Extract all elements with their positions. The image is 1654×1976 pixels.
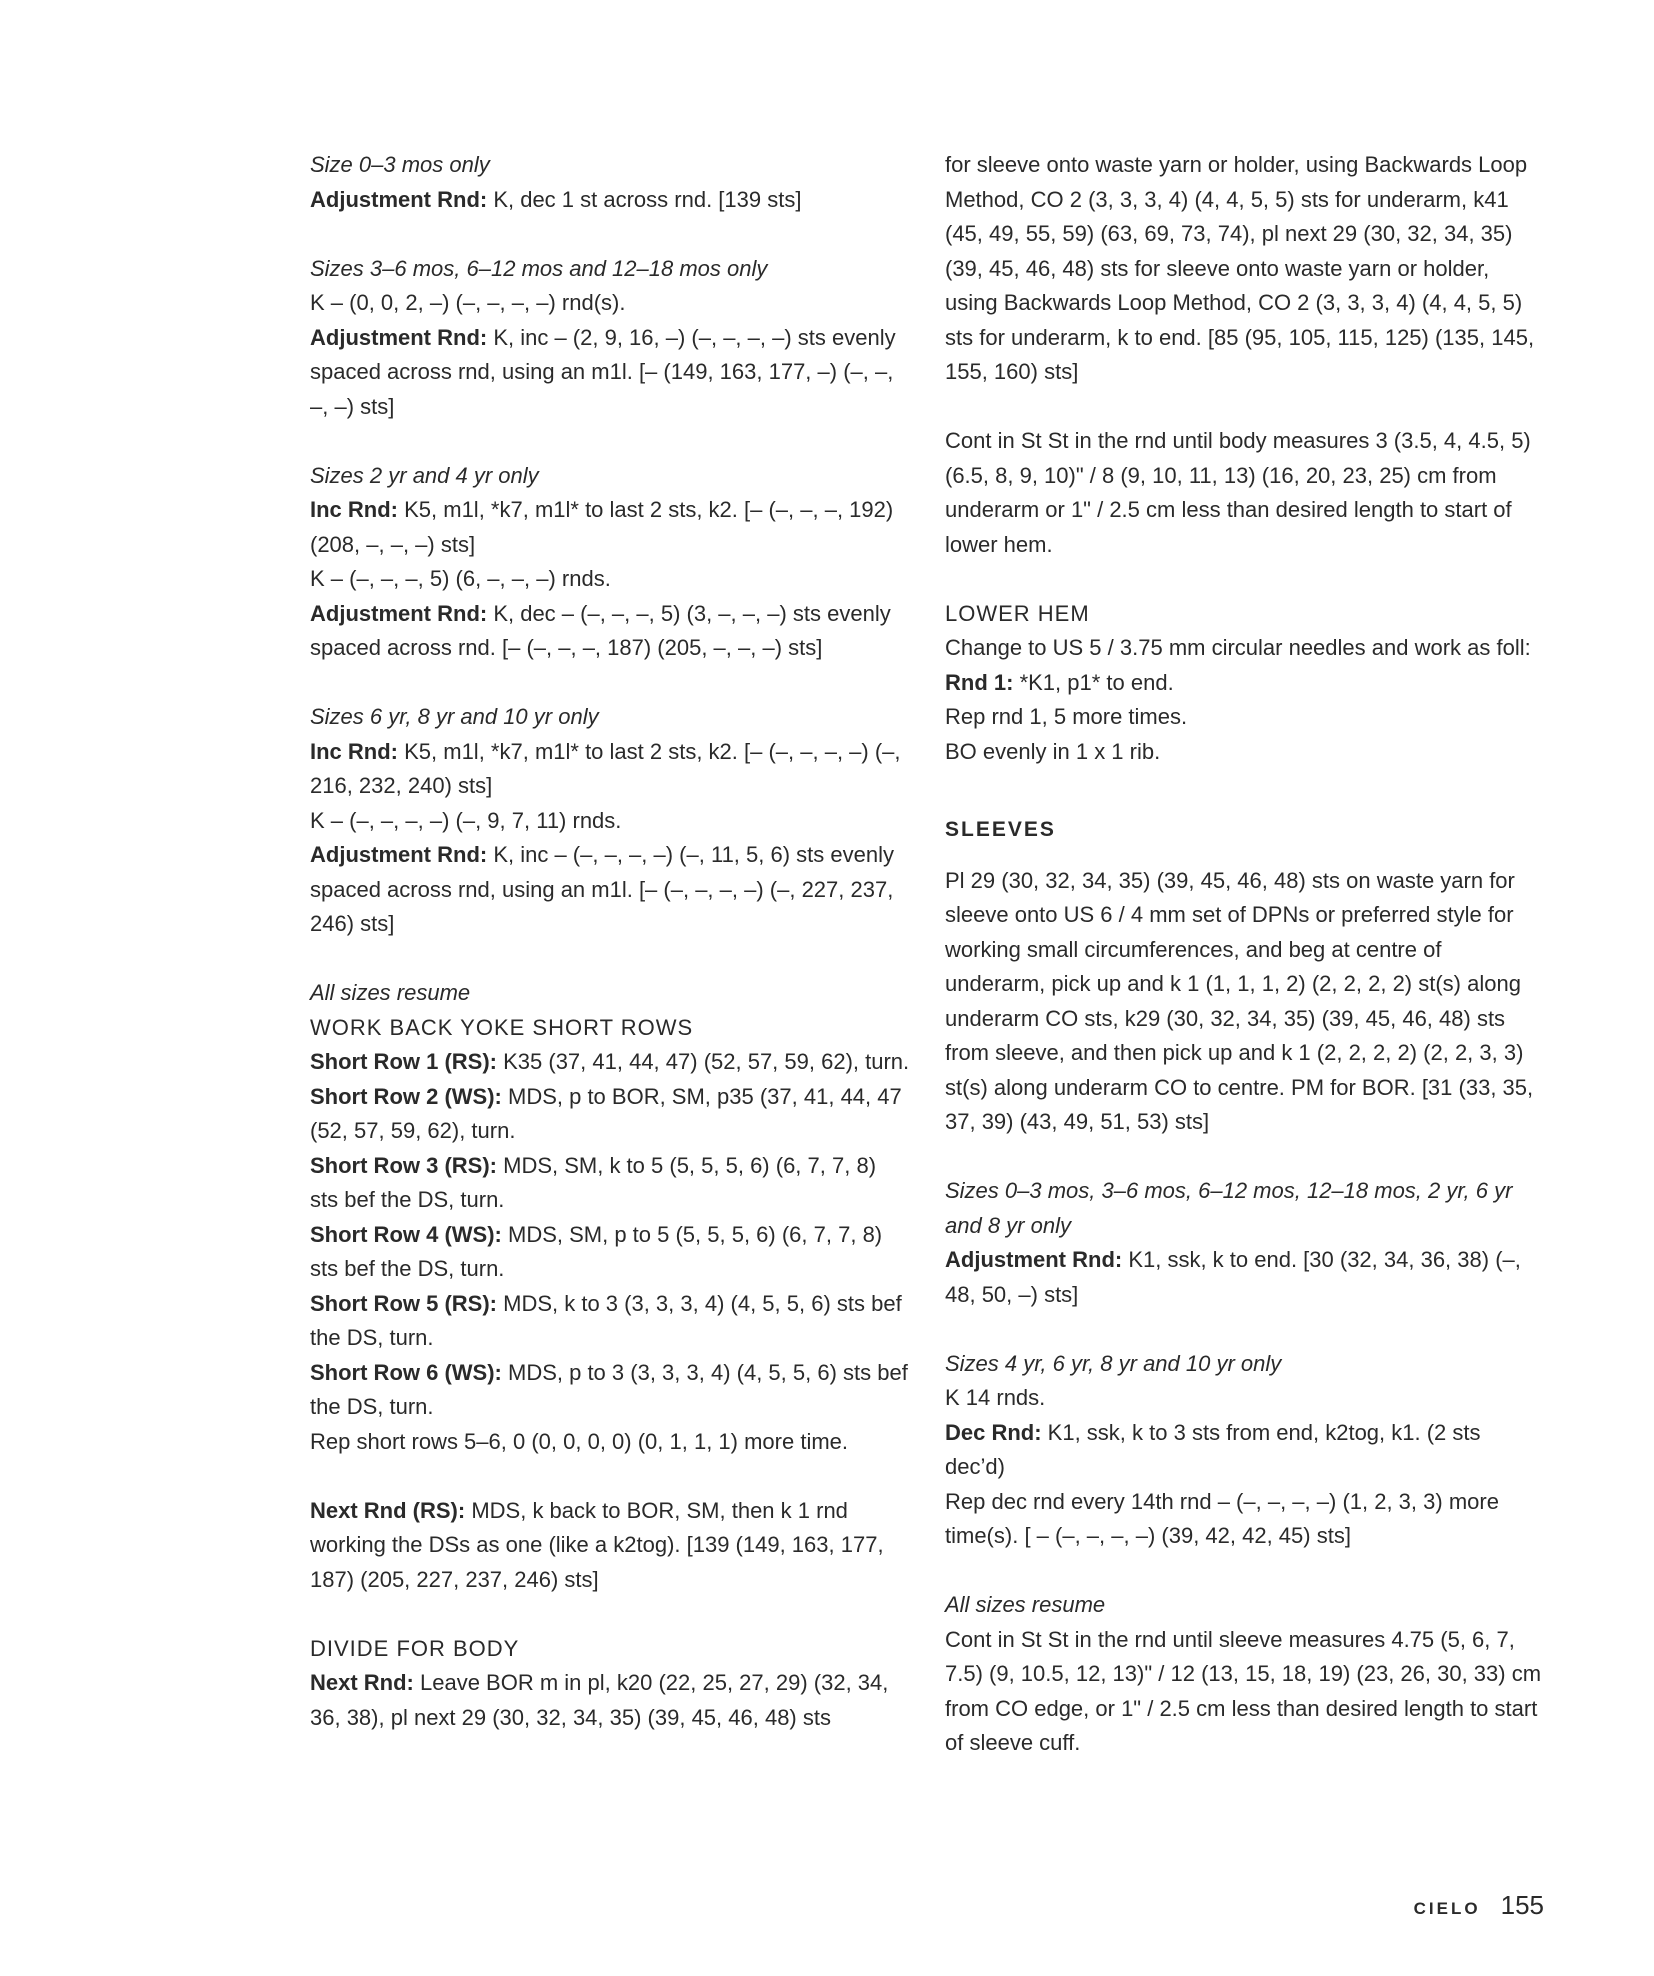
instruction-paragraph [310, 1666, 910, 1735]
section-heading: WORK BACK YOKE SHORT ROWS [310, 1014, 694, 1040]
instruction-text: Change to US 5 / 3.75 mm circular needles and work as foll: [945, 635, 1531, 660]
instruction-paragraph [310, 493, 910, 562]
instruction-text: Rep rnd 1, 5 more times. [945, 704, 1188, 729]
instruction-text: MDS, p to BOR, SM, p35 (37, 41, 44, 47 (52, 57, 59, 62), turn. [310, 1083, 902, 1143]
instruction-label: Short Row 2 (WS): [310, 1083, 502, 1109]
subheading-line [310, 976, 910, 1011]
instruction-text: MDS, SM, p to 5 (5, 5, 5, 6) (6, 7, 7, 8) sts bef the DS, turn. [310, 1221, 883, 1281]
instruction-paragraph [310, 1494, 910, 1598]
section-heading-sleeves: SLEEVES [945, 818, 1056, 841]
instruction-paragraph [945, 1623, 1545, 1761]
instruction-paragraph [310, 735, 910, 804]
instruction-label: Short Row 6 (WS): [310, 1359, 502, 1385]
instruction-paragraph [310, 286, 910, 321]
size-subheading: All sizes resume [310, 980, 471, 1005]
left-column [310, 148, 910, 1735]
instruction-label: Short Row 1 (RS): [310, 1049, 497, 1074]
instruction-label: Short Row 4 (WS): [310, 1221, 502, 1247]
instruction-label: Rnd 1: [945, 669, 1014, 695]
instruction-text: K5, m1l, *k7, m1l* to last 2 sts, k2. [– (–, –, –, 192) (208, –, –, –) sts] [310, 497, 894, 557]
instruction-paragraph [310, 562, 910, 597]
instruction-text: Pl 29 (30, 32, 34, 35) (39, 45, 46, 48) sts on waste yarn for sleeve onto US 6 / 4 mm set of DPNs or preferred style for working small circumferences, and beg at centre of underarm, pick up and k 1 (1, 1, 1, 2) (2, 2, 2, 2) st(s) along underarm CO sts, k29 (30, 32, 34, 35) (39, 45, 46, 48) sts from sleeve, and then pick up and k 1 (2, 2, 2, 2) (2, 2, 3, 3) st(s) along underarm CO to centre. PM for BOR. [31 (33, 35, 37, 39) (43, 49, 51, 53) sts] [945, 867, 1534, 1134]
spacer [945, 1554, 1545, 1589]
instruction-paragraph [310, 1149, 910, 1218]
size-subheading: All sizes resume [945, 1592, 1106, 1617]
spacer [945, 390, 1545, 425]
size-subheading: Sizes 3–6 mos, 6–12 mos and 12–18 mos only [310, 255, 768, 281]
instruction-paragraph [945, 1243, 1545, 1312]
subheading-line [310, 459, 910, 494]
right-column [945, 148, 1545, 1761]
spacer [310, 217, 910, 252]
size-subheading: Sizes 0–3 mos, 3–6 mos, 6–12 mos, 12–18 mos, 2 yr, 6 yr and 8 yr only [945, 1178, 1513, 1238]
section-heading: DIVIDE FOR BODY [310, 1635, 520, 1661]
instruction-label: Inc Rnd: [310, 738, 398, 764]
instruction-text: for sleeve onto waste yarn or holder, using Backwards Loop Method, CO 2 (3, 3, 3, 4) (4, 4, 5, 5) sts for underarm, k41 (45, 49, 55, 59) (63, 69, 73, 74), pl next 29 (30, 32, 34, 35) (39, 45, 46, 48) sts for sleeve onto waste yarn or holder, using Backwards Loop Method, CO 2 (3, 3, 3, 4) (4, 4, 5, 5) sts for underarm, k to end. [85 (95, 105, 115, 125) (135, 145, 155, 160) sts] [945, 152, 1535, 384]
instruction-text: Rep dec rnd every 14th rnd – (–, –, –, –) (1, 2, 3, 3) more time(s). [ – (–, –, –, –) (39, 42, 42, 45) sts] [945, 1488, 1499, 1548]
subheading-line [945, 1174, 1545, 1243]
size-subheading: Sizes 4 yr, 6 yr, 8 yr and 10 yr only [945, 1350, 1282, 1376]
instruction-label: Inc Rnd: [310, 497, 398, 522]
instruction-label: Short Row 5 (RS): [310, 1290, 497, 1316]
spacer [945, 562, 1545, 597]
instruction-text: K1, ssk, k to 3 sts from end, k2tog, k1. (2 sts dec’d) [945, 1419, 1481, 1479]
page-number: 155 [1500, 1890, 1544, 1920]
instruction-label: Adjustment Rnd: [310, 186, 488, 212]
instruction-text: K1, ssk, k to end. [30 (32, 34, 36, 38) (–, 48, 50, –) sts] [945, 1247, 1521, 1307]
instruction-label: Next Rnd: [310, 1670, 414, 1695]
spacer [945, 1312, 1545, 1347]
size-subheading: Size 0–3 mos only [310, 152, 490, 177]
instruction-label: Adjustment Rnd: [945, 1247, 1123, 1272]
instruction-text: Cont in St St in the rnd until body measures 3 (3.5, 4, 4.5, 5) (6.5, 8, 9, 10)" / 8 (9, 10, 11, 13) (16, 20, 23, 25) cm from underarm or 1" / 2.5 cm less than desired length to start of lower hem. [945, 428, 1531, 557]
subheading-line [945, 1347, 1545, 1382]
instruction-paragraph [310, 597, 910, 666]
instruction-label: Next Rnd (RS): [310, 1497, 466, 1523]
instruction-paragraph [310, 1356, 910, 1425]
instruction-paragraph [310, 1080, 910, 1149]
instruction-text: K 14 rnds. [945, 1385, 1046, 1410]
instruction-text: Cont in St St in the rnd until sleeve measures 4.75 (5, 6, 7, 7.5) (9, 10.5, 12, 13)" / 12 (13, 15, 18, 19) (23, 26, 30, 33) cm from CO edge, or 1" / 2.5 cm less than desired length to start of sleeve cuff. [945, 1626, 1542, 1755]
instruction-text: MDS, k to 3 (3, 3, 3, 4) (4, 5, 5, 6) sts bef the DS, turn. [310, 1290, 902, 1350]
subheading-line [310, 252, 910, 287]
section-heading: LOWER HEM [945, 600, 1090, 626]
instruction-text: K – (–, –, –, 5) (6, –, –, –) rnds. [310, 566, 611, 591]
page-footer [1414, 1890, 1544, 1921]
instruction-paragraph [310, 183, 910, 218]
size-subheading: Sizes 6 yr, 8 yr and 10 yr only [310, 704, 599, 729]
instruction-text: K, inc – (2, 9, 16, –) (–, –, –, –) sts evenly spaced across rnd, using an m1l. [– (149, 163, 177, –) (–, –, –, –) sts] [310, 324, 896, 419]
spacer [945, 848, 1545, 864]
spacer [310, 666, 910, 701]
instruction-text: Leave BOR m in pl, k20 (22, 25, 27, 29) (32, 34, 36, 38), pl next 29 (30, 32, 34, 35) (39, 45, 46, 48) sts [310, 1670, 889, 1730]
instruction-label: Adjustment Rnd: [310, 600, 488, 626]
instruction-paragraph [310, 1425, 910, 1460]
instruction-text: K, inc – (–, –, –, –) (–, 11, 5, 6) sts evenly spaced across rnd, using an m1l. [– (–, –, –, –) (–, 227, 237, 246) sts] [310, 842, 894, 936]
instruction-paragraph [310, 1287, 910, 1356]
instruction-text: MDS, SM, k to 5 (5, 5, 5, 6) (6, 7, 7, 8) sts bef the DS, turn. [310, 1152, 877, 1212]
instruction-paragraph [945, 864, 1545, 1140]
instruction-text: K5, m1l, *k7, m1l* to last 2 sts, k2. [– (–, –, –, –) (–, 216, 232, 240) sts] [310, 738, 901, 798]
instruction-paragraph [310, 804, 910, 839]
spacer [945, 1140, 1545, 1175]
instruction-text: K, dec 1 st across rnd. [139 sts] [487, 186, 802, 212]
size-subheading: Sizes 2 yr and 4 yr only [310, 462, 539, 488]
footer-brand: CIELO [1413, 1899, 1481, 1918]
instruction-text: MDS, p to 3 (3, 3, 3, 4) (4, 5, 5, 6) sts bef the DS, turn. [310, 1359, 908, 1419]
spacer [310, 1597, 910, 1632]
instruction-paragraph [945, 424, 1545, 562]
subheading-line [310, 700, 910, 735]
instruction-paragraph [945, 1416, 1545, 1485]
instruction-text: BO evenly in 1 x 1 rib. [945, 738, 1161, 764]
spacer [945, 769, 1545, 813]
instruction-paragraph [945, 1381, 1545, 1416]
instruction-paragraph [945, 735, 1545, 770]
instruction-paragraph [945, 1485, 1545, 1554]
instruction-paragraph [310, 838, 910, 942]
subheading-line [310, 148, 910, 183]
instruction-text: MDS, k back to BOR, SM, then k 1 rnd working the DSs as one (like a k2tog). [139 (149, 163, 177, 187) (205, 227, 237, 246) sts] [310, 1497, 884, 1592]
spacer [310, 424, 910, 459]
instruction-paragraph [310, 1218, 910, 1287]
instruction-paragraph [945, 700, 1545, 735]
instruction-paragraph [310, 1045, 910, 1080]
instruction-label: Adjustment Rnd: [310, 324, 488, 350]
spacer [310, 942, 910, 977]
instruction-paragraph [945, 148, 1545, 390]
instruction-text: K – (0, 0, 2, –) (–, –, –, –) rnd(s). [310, 290, 626, 315]
instruction-paragraph [310, 321, 910, 425]
instruction-label: Adjustment Rnd: [310, 842, 488, 867]
instruction-text: K, dec – (–, –, –, 5) (3, –, –, –) sts evenly spaced across rnd. [– (–, –, –, 187) (205, –, –, –) sts] [310, 600, 891, 660]
subheading-line [945, 1588, 1545, 1623]
instruction-text: Rep short rows 5–6, 0 (0, 0, 0, 0) (0, 1, 1, 1) more time. [310, 1428, 849, 1454]
instruction-text: K – (–, –, –, –) (–, 9, 7, 11) rnds. [310, 807, 622, 833]
instruction-paragraph [945, 666, 1545, 701]
instruction-paragraph [945, 631, 1545, 666]
instruction-label: Short Row 3 (RS): [310, 1152, 497, 1178]
instruction-text: *K1, p1* to end. [1013, 669, 1174, 695]
instruction-text: K35 (37, 41, 44, 47) (52, 57, 59, 62), turn. [497, 1049, 910, 1074]
spacer [310, 1459, 910, 1494]
instruction-label: Dec Rnd: [945, 1419, 1042, 1445]
